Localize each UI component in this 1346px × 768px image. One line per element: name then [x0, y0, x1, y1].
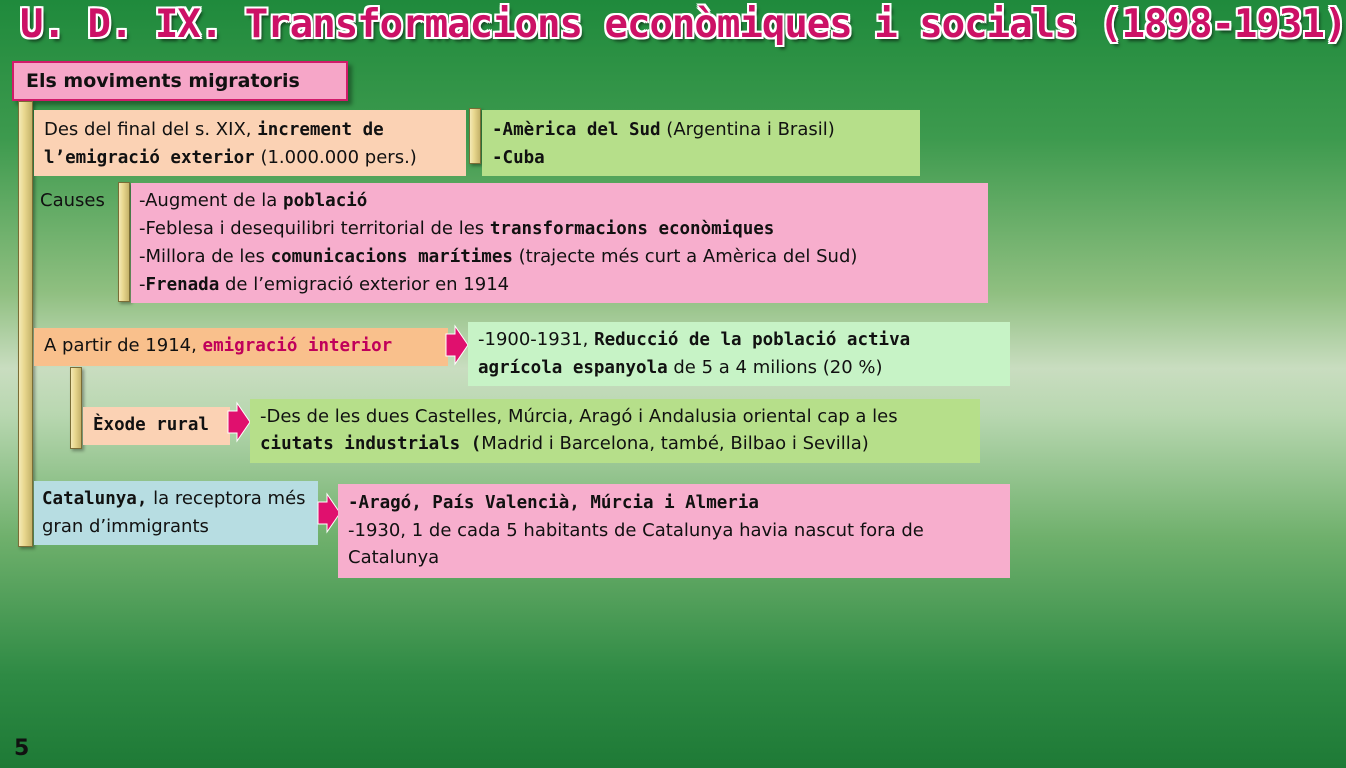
reduccio-prefix: -1900-1931,	[478, 329, 595, 350]
arrow-right-icon	[228, 403, 250, 441]
main-vertical-bar	[18, 101, 33, 547]
page-number: 5	[14, 736, 30, 761]
destinacio-america-sud-detail: (Argentina i Brasil)	[660, 119, 835, 140]
emigracio-interior-prefix: A partir de 1914,	[44, 335, 203, 356]
emigracio-exterior-box	[34, 110, 466, 176]
reduccio-box	[468, 322, 1010, 386]
reduccio-suffix: de 5 a 4 milions (20 %)	[667, 357, 883, 378]
origens-line2: -1930, 1 de cada 5 habitants de Catalunya havia nascut fora de Catalunya	[348, 520, 924, 568]
section-subtitle: Els moviments migratoris	[12, 61, 348, 101]
exode-bar	[70, 367, 82, 449]
causes-bar	[118, 182, 130, 302]
causes-box	[131, 183, 988, 303]
emigracio-exterior-suffix: (1.000.000 pers.)	[254, 147, 417, 168]
cause-item: -Frenada de l’emigració exterior en 1914	[139, 274, 510, 295]
causes-label: Causes	[40, 190, 105, 211]
origens-box	[338, 484, 1010, 578]
connector-bar-1	[469, 108, 481, 164]
destinacions-box	[482, 110, 920, 176]
exode-suffix: Madrid i Barcelona, també, Bilbao i Sevilla)	[481, 433, 869, 454]
arrow-right-icon	[318, 494, 340, 532]
emigracio-exterior-bold: increment de l’emigració exterior	[44, 120, 384, 168]
cause-item: -Augment de la població	[139, 190, 368, 211]
exode-rural-label: Èxode rural	[93, 415, 209, 435]
destinacio-america-sud: -Amèrica del Sud	[492, 120, 661, 140]
emigracio-interior-box	[34, 328, 448, 366]
cause-item: -Millora de les comunicacions marítimes (trajecte més curt a Amèrica del Sud)	[139, 246, 858, 267]
catalunya-bold: Catalunya,	[42, 489, 148, 509]
catalunya-rest: la receptora més gran d’immigrants	[42, 488, 306, 537]
cause-item: -Feblesa i desequilibri territorial de les transformacions econòmiques	[139, 218, 775, 239]
arrow-right-icon	[446, 326, 468, 364]
page-title: U. D. IX. Transformacions econòmiques i socials (1898-1931)	[20, 2, 1346, 47]
destinacio-cuba: -Cuba	[492, 148, 545, 168]
catalunya-box	[34, 481, 318, 545]
exode-box	[250, 399, 980, 463]
origens-line1: -Aragó, País Valencià, Múrcia i Almeria	[348, 493, 759, 513]
reduccio-bold: Reducció de la població activa agrícola espanyola	[478, 330, 911, 378]
exode-bold: ciutats industrials (	[260, 434, 482, 454]
exode-rural-box	[83, 407, 230, 445]
emigracio-exterior-prefix: Des del final del s. XIX,	[44, 119, 258, 140]
emigracio-interior-bold: emigració interior	[202, 336, 393, 356]
exode-prefix: -Des de les dues Castelles, Múrcia, Aragó i Andalusia oriental cap a les	[260, 406, 898, 427]
